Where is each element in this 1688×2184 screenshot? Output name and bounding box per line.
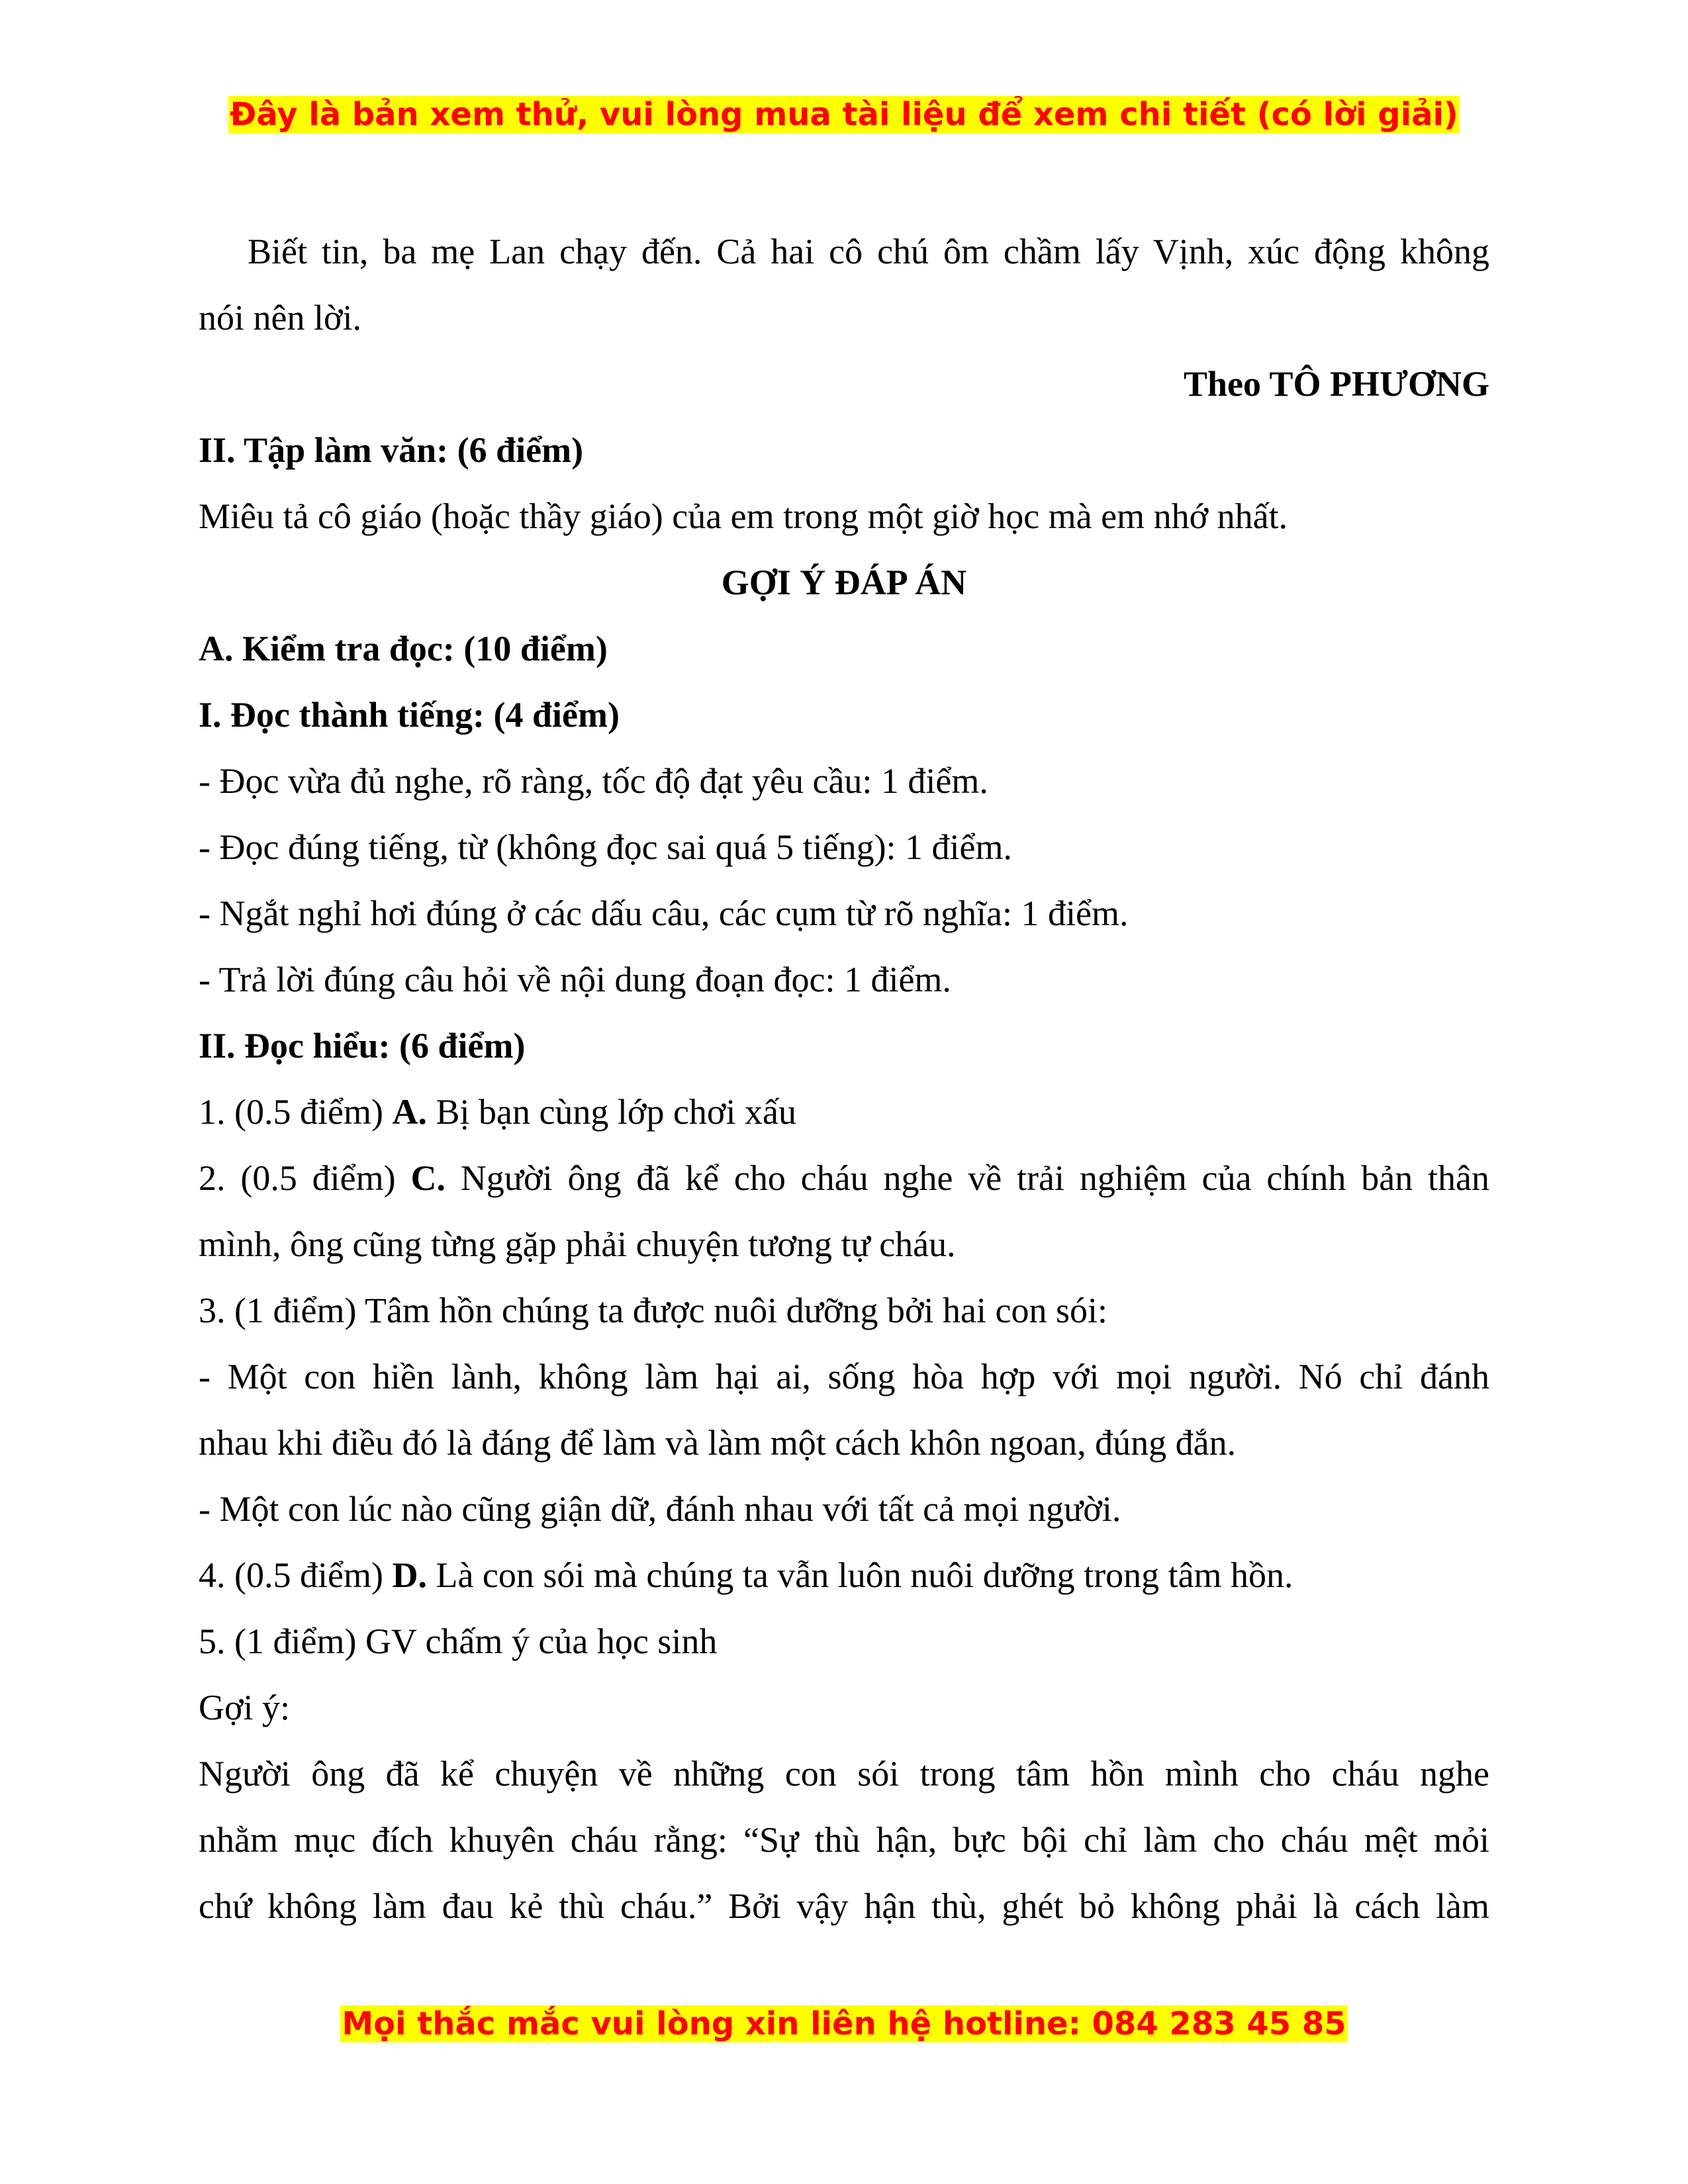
hint-paragraph-line: Người ông đã kể chuyện về những con sói trong tâm hồn mình cho cháu nghe: [199, 1754, 1489, 1794]
answer-q3-wolf-good: - Một con hiền lành, không làm hại ai, sống hòa hợp với mọi người. Nó chỉ đánh: [199, 1357, 1489, 1396]
hint-paragraph-line: chứ không làm đau kẻ thù cháu.” Bởi vậy hận thù, ghét bỏ không phải là cách làm: [199, 1886, 1489, 1926]
answer-q1: 1. (0.5 điểm) A. Bị bạn cùng lớp chơi xấu: [199, 1092, 796, 1132]
writing-prompt: Miêu tả cô giáo (hoặc thầy giáo) của em trong một giờ học mà em nhớ nhất.: [199, 496, 1288, 536]
criteria-item: - Đọc vừa đủ nghe, rõ ràng, tốc độ đạt yêu cầu: 1 điểm.: [199, 761, 988, 801]
criteria-item: - Trả lời đúng câu hỏi về nội dung đoạn đọc: 1 điểm.: [199, 960, 951, 999]
answer-q2: 2. (0.5 điểm) C. Người ông đã kể cho cháu nghe về trải nghiệm của chính bản thân: [199, 1158, 1489, 1198]
section-a-heading: A. Kiểm tra đọc: (10 điểm): [199, 629, 608, 668]
comprehension-heading: II. Đọc hiểu: (6 điểm): [199, 1026, 526, 1066]
hotline-notice-text: Mọi thắc mắc vui lòng xin liên hệ hotline: 084 283 45 85: [342, 2005, 1346, 2042]
answer-q5: 5. (1 điểm) GV chấm ý của học sinh: [199, 1621, 718, 1661]
answer-q3-wolf-good-continued: nhau khi điều đó là đáng để làm và làm một cách khôn ngoan, đúng đắn.: [199, 1423, 1237, 1463]
story-paragraph-line: nói nên lời.: [199, 298, 362, 338]
answer-q4: 4. (0.5 điểm) D. Là con sói mà chúng ta vẫn luôn nuôi dưỡng trong tâm hồn.: [199, 1555, 1293, 1595]
story-attribution: Theo TÔ PHƯƠNG: [1183, 364, 1489, 404]
hint-label: Gợi ý:: [199, 1688, 291, 1727]
hint-paragraph-line: nhằm mục đích khuyên cháu rằng: “Sự thù hận, bực bội chỉ làm cho cháu mệt mỏi: [199, 1820, 1489, 1860]
answer-q3: 3. (1 điểm) Tâm hồn chúng ta được nuôi dưỡng bởi hai con sói:: [199, 1291, 1107, 1330]
answer-q2-continued: mình, ông cũng từng gặp phải chuyện tương tự cháu.: [199, 1224, 956, 1264]
answers-title: GỢI Ý ĐÁP ÁN: [721, 563, 967, 602]
hotline-notice-banner: [0, 2005, 1688, 2042]
writing-heading: II. Tập làm văn: (6 điểm): [199, 430, 584, 470]
preview-notice-banner: [0, 96, 1688, 133]
answer-q3-wolf-bad: - Một con lúc nào cũng giận dữ, đánh nhau với tất cả mọi người.: [199, 1489, 1121, 1529]
reading-aloud-heading: I. Đọc thành tiếng: (4 điểm): [199, 695, 620, 735]
story-paragraph-line: Biết tin, ba mẹ Lan chạy đến. Cả hai cô chú ôm chầm lấy Vịnh, xúc động không: [248, 232, 1489, 271]
document-body: [199, 218, 1489, 1939]
criteria-item: - Ngắt nghỉ hơi đúng ở các dấu câu, các cụm từ rõ nghĩa: 1 điểm.: [199, 893, 1129, 933]
preview-notice-text: Đây là bản xem thử, vui lòng mua tài liệu để xem chi tiết (có lời giải): [230, 96, 1458, 133]
criteria-item: - Đọc đúng tiếng, từ (không đọc sai quá 5 tiếng): 1 điểm.: [199, 827, 1013, 867]
